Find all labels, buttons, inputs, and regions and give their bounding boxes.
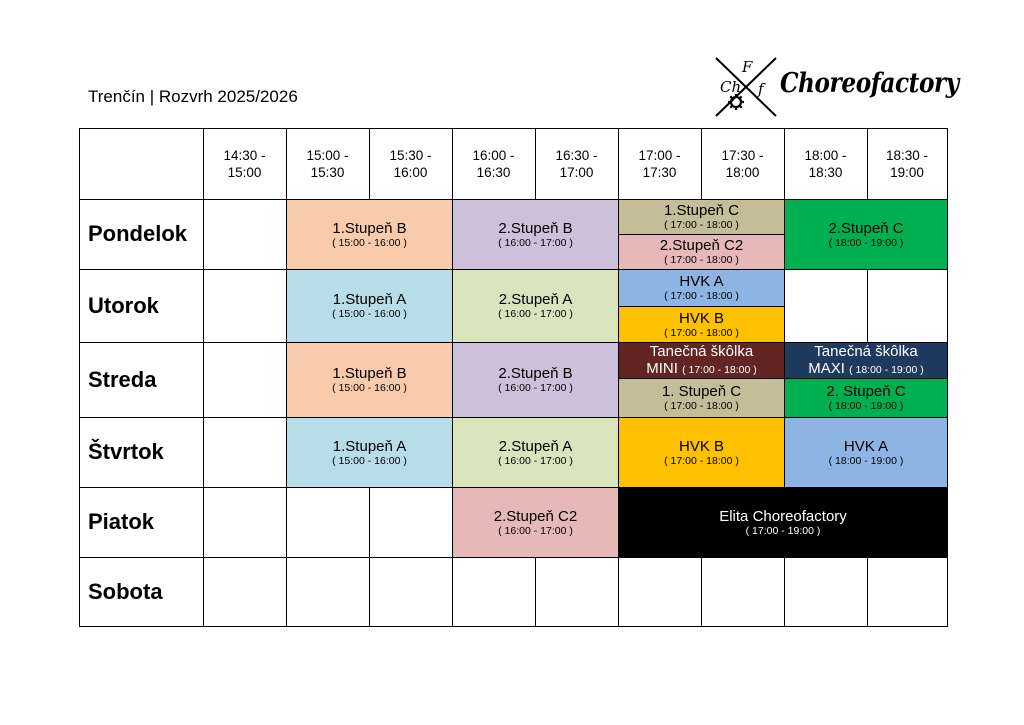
lesson-block	[452, 269, 619, 343]
lesson-block	[618, 487, 948, 558]
time-slot-header	[535, 129, 618, 199]
lesson-block	[618, 306, 785, 343]
lesson-block	[618, 378, 785, 418]
logo-text: Choreofactory	[780, 68, 959, 99]
time-slot-end: 15:00	[227, 165, 262, 180]
lesson-name: 1. Stupeň C	[661, 383, 742, 400]
time-slot-header	[618, 129, 701, 199]
lesson-time: ( 15:00 - 16:00 )	[332, 454, 407, 467]
lesson-group	[808, 360, 924, 379]
time-slot-start: 18:30 -	[885, 148, 929, 163]
lesson-block	[452, 342, 619, 418]
lesson-block	[286, 199, 453, 270]
lesson-time: ( 17:00 - 18:00 )	[664, 254, 739, 266]
lesson-block	[618, 234, 785, 270]
lesson-time: ( 18:00 - 19:00 )	[828, 454, 904, 467]
time-slot-header	[203, 129, 286, 199]
brand-logo	[712, 54, 959, 120]
lesson-name: 2.Stupeň A	[498, 437, 573, 455]
lesson-time: ( 18:00 - 19:00 )	[828, 400, 904, 412]
lesson-name: HVK B	[678, 437, 724, 455]
time-slot-end: 17:00	[559, 165, 594, 180]
time-slot-end: 15:30	[310, 165, 345, 180]
time-slot-start: 16:00 -	[472, 148, 515, 163]
lesson-name: Tanečná škôlka	[814, 342, 918, 360]
lesson-time: ( 17:00 - 18:00 )	[664, 219, 739, 231]
lesson-group	[646, 360, 757, 379]
lesson-block	[784, 342, 948, 379]
time-slot-header	[452, 129, 535, 199]
lesson-name: 2.Stupeň C	[828, 219, 904, 237]
choreofactory-monogram-icon	[712, 54, 782, 120]
day-label: Piatok	[88, 509, 155, 534]
lesson-block	[784, 378, 948, 418]
lesson-block	[784, 417, 948, 488]
time-slot-end: 19:00	[890, 165, 924, 180]
time-slot-end: 18:00	[725, 165, 760, 180]
lesson-name: 1.Stupeň A	[332, 291, 407, 308]
lesson-name: 2.Stupeň A	[498, 291, 573, 308]
schedule-table	[79, 128, 948, 627]
time-slot-start: 15:30 -	[389, 148, 432, 163]
lesson-time: ( 17:00 - 18:00 )	[664, 326, 739, 339]
lesson-name: HVK A	[679, 273, 724, 290]
lesson-group-label: MAXI	[808, 359, 850, 377]
lesson-name: 2. Stupeň C	[826, 383, 906, 400]
time-slot-header	[369, 129, 452, 199]
svg-text:f: f	[758, 80, 764, 98]
lesson-time: ( 17:00 - 18:00 )	[682, 363, 757, 376]
time-slot-end: 17:30	[642, 165, 677, 180]
lesson-block	[618, 199, 785, 235]
time-slot-start: 14:30 -	[223, 148, 266, 163]
day-label: Streda	[88, 366, 157, 392]
lesson-name: Tanečná škôlka	[649, 342, 754, 360]
lesson-name: 1.Stupeň C	[663, 202, 740, 219]
time-slot-header	[867, 129, 947, 199]
svg-text:F: F	[742, 58, 753, 76]
lesson-group-label: MINI	[646, 359, 683, 377]
time-slot-start: 17:30 -	[721, 148, 764, 163]
lesson-time: ( 17:00 - 18:00 )	[664, 400, 739, 412]
lesson-time: ( 16:00 - 17:00 )	[498, 382, 573, 394]
lesson-time: ( 16:00 - 17:00 )	[498, 524, 573, 537]
lesson-time: ( 18:00 - 19:00 )	[849, 363, 924, 376]
lesson-name: HVK A	[843, 437, 889, 455]
lesson-name: 1.Stupeň B	[332, 219, 407, 237]
time-slot-start: 18:00 -	[804, 148, 847, 163]
time-slot-header	[701, 129, 784, 199]
lesson-time: ( 16:00 - 17:00 )	[498, 236, 573, 249]
lesson-block	[784, 199, 948, 270]
lesson-name: 1.Stupeň B	[332, 365, 407, 382]
lesson-name: HVK B	[678, 309, 724, 327]
lesson-time: ( 17:00 - 19:00 )	[745, 524, 821, 537]
time-slot-header	[286, 129, 369, 199]
lesson-time: ( 17:00 - 18:00 )	[664, 290, 739, 302]
lesson-time: ( 18:00 - 19:00 )	[828, 236, 904, 249]
time-slot-start: 15:00 -	[306, 148, 349, 163]
lesson-block	[452, 487, 619, 558]
lesson-block	[452, 417, 619, 488]
svg-text:Ch: Ch	[720, 78, 742, 96]
time-slot-header	[784, 129, 867, 199]
day-label: Sobota	[88, 578, 163, 604]
lesson-time: ( 15:00 - 16:00 )	[332, 308, 407, 320]
lesson-name: Elita Choreofactory	[719, 507, 847, 525]
lesson-block	[286, 342, 453, 418]
day-label: Štvrtok	[88, 439, 164, 464]
day-label: Pondelok	[88, 221, 188, 246]
lesson-block	[618, 269, 785, 307]
time-slot-end: 16:30	[476, 165, 511, 180]
lesson-block	[618, 342, 785, 379]
lesson-time: ( 16:00 - 17:00 )	[498, 308, 573, 320]
lesson-block	[452, 199, 619, 270]
time-slot-end: 18:30	[808, 165, 843, 180]
lesson-block	[618, 417, 785, 488]
lesson-name: 1.Stupeň A	[332, 437, 407, 455]
lesson-time: ( 16:00 - 17:00 )	[498, 454, 573, 467]
lesson-name: 2.Stupeň B	[498, 365, 573, 382]
lesson-time: ( 17:00 - 18:00 )	[664, 454, 739, 467]
lesson-name: 2.Stupeň B	[498, 219, 573, 237]
lesson-block	[286, 417, 453, 488]
time-slot-start: 17:00 -	[638, 148, 681, 163]
time-slot-start: 16:30 -	[555, 148, 598, 163]
lesson-time: ( 15:00 - 16:00 )	[332, 382, 407, 394]
lesson-time: ( 15:00 - 16:00 )	[332, 236, 407, 249]
lesson-name: 2.Stupeň C2	[659, 237, 744, 254]
day-label: Utorok	[88, 292, 159, 318]
column-divider	[203, 129, 204, 626]
lesson-name: 2.Stupeň C2	[493, 507, 578, 525]
time-slot-end: 16:00	[393, 165, 428, 180]
lesson-block	[286, 269, 453, 343]
page-title: Trenčín | Rozvrh 2025/2026	[88, 87, 298, 106]
